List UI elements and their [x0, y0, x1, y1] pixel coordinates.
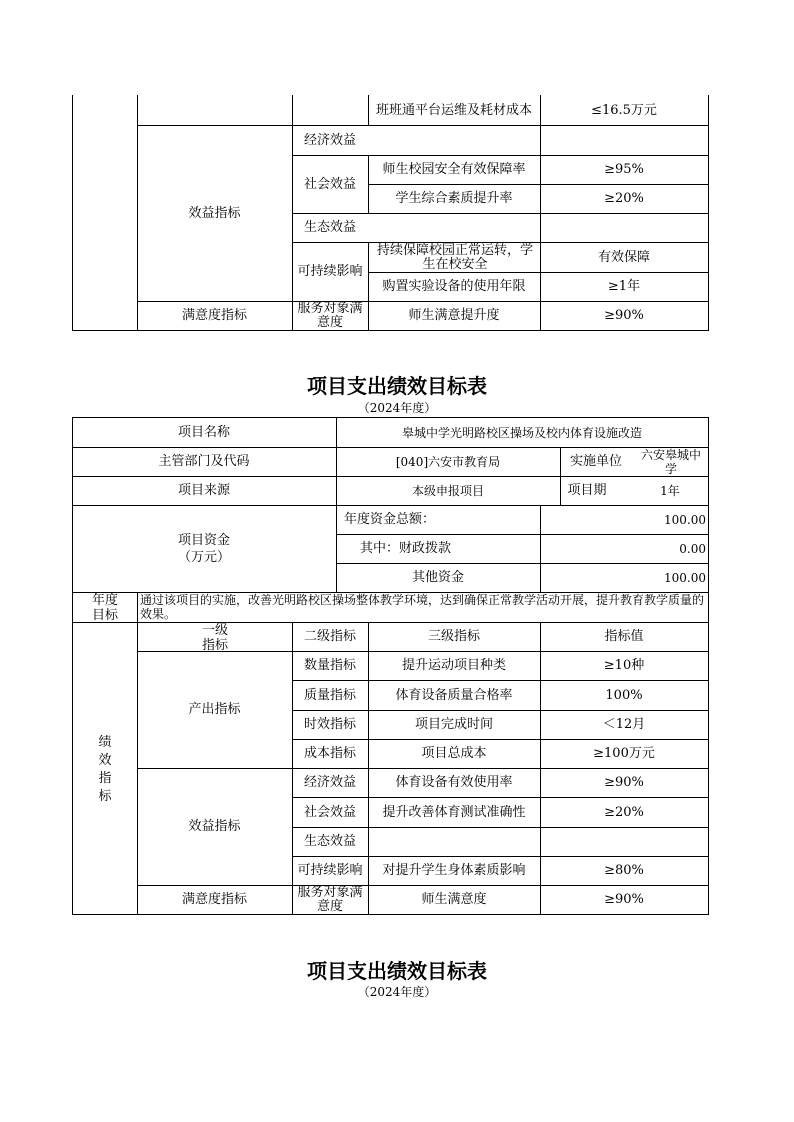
cell-sat-item: 师生满意提升度 [408, 308, 500, 323]
social-value: ≥20% [604, 804, 644, 820]
fund-fiscal-label: 其中：财政拨款 [360, 541, 452, 556]
source-label: 项目来源 [177, 483, 230, 498]
output-indicator: 产出指标 [188, 702, 241, 717]
sustainable-item: 对提升学生身体素质影响 [382, 863, 526, 878]
period-label: 项目期 [567, 483, 607, 498]
dept-label: 主管部门及代码 [158, 454, 250, 469]
goal-label: 年度目标 [91, 593, 118, 622]
benefit-indicator: 效益指标 [188, 819, 241, 834]
cost-indicator: 成本指标 [303, 746, 356, 761]
header-level2: 二级指标 [303, 629, 356, 644]
cell-sust-1-value: 有效保障 [597, 249, 650, 265]
fund-fiscal-value: 0.00 [679, 542, 706, 556]
satisfaction-value: ≥90% [604, 892, 644, 907]
quality-item: 体育设备质量合格率 [395, 687, 513, 703]
ecological-indicator: 生态效益 [303, 834, 356, 849]
quantity-value: ≥10种 [603, 658, 645, 673]
impl-value: 六安皋城中学 [640, 448, 701, 476]
page-title-2: 项目支出绩效目标表 [307, 959, 487, 983]
cell-cost-value: ≤16.5万元 [591, 102, 657, 118]
cell-sust-1: 持续保障校园正常运转，学生在校安全 [376, 243, 533, 272]
cell-sust-2: 购置实验设备的使用年限 [382, 279, 526, 294]
cell-benefit-indicator: 效益指标 [188, 205, 241, 221]
header-level3: 三级指标 [427, 629, 480, 644]
page-title: 项目支出绩效目标表 [307, 374, 487, 398]
time-indicator: 时效指标 [303, 717, 356, 732]
cell-social-1: 师生校园安全有效保障率 [382, 162, 526, 177]
cost-item: 项目总成本 [421, 746, 487, 761]
sustainable-value: ≥80% [604, 863, 644, 878]
fund-total-value: 100.00 [664, 513, 706, 527]
grid-line [72, 914, 709, 915]
cell-ecological: 生态效益 [303, 220, 356, 235]
fund-label: 项目资金 [177, 533, 230, 548]
service-object: 服务对象满意度 [297, 886, 363, 914]
period-value: 1年 [660, 484, 680, 498]
cost-value: ≥100万元 [593, 746, 655, 761]
cell-social-2: 学生综合素质提升率 [395, 191, 513, 206]
fund-total-label: 年度资金总额： [344, 512, 436, 527]
dept-value: [040]六安市教育局 [395, 455, 501, 469]
quantity-indicator: 数量指标 [303, 658, 356, 673]
project-name-label: 项目名称 [177, 424, 230, 440]
time-value: ＜12月 [602, 717, 646, 732]
quantity-item: 提升运动项目种类 [401, 658, 506, 673]
cell-service-object: 服务对象满意度 [297, 302, 363, 330]
quality-indicator: 质量指标 [303, 687, 356, 703]
cell-economic: 经济效益 [303, 132, 356, 148]
grid-line [708, 417, 709, 915]
quality-value: 100% [605, 687, 643, 703]
economic-value: ≥90% [604, 775, 644, 790]
sustainable-indicator: 可持续影响 [297, 863, 363, 878]
project-name-value: 皋城中学光明路校区操场及校内体育设施改造 [401, 425, 642, 440]
economic-item: 体育设备有效使用率 [395, 775, 513, 790]
year-subtitle: （2024年度） [357, 401, 437, 415]
fund-label-cell [72, 506, 336, 592]
cell-satisfaction: 满意度指标 [181, 308, 247, 323]
header-value: 指标值 [604, 629, 644, 644]
satisfaction-item: 师生满意度 [421, 892, 487, 907]
cell-sust-2-value: ≥1年 [607, 279, 641, 294]
grid-line [72, 330, 709, 331]
fund-other-label: 其他资金 [411, 570, 464, 585]
perf-indicator-label: 绩效指标 [98, 735, 112, 804]
fund-unit: （万元） [177, 550, 230, 565]
cell-social-1-value: ≥95% [604, 162, 644, 177]
cell-cost-item: 班班通平台运维及耗材成本 [375, 102, 532, 118]
goal-text: 通过该项目的实施，改善光明路校区操场整体教学环境，达到确保正常教学活动开展，提升教育教学质量的效果。 [140, 593, 705, 621]
social-indicator: 社会效益 [303, 804, 356, 820]
impl-label: 实施单位 [569, 454, 622, 469]
header-level1: 一级指标 [201, 623, 228, 651]
source-value: 本级申报项目 [411, 484, 484, 498]
cell-social-2-value: ≥20% [604, 191, 644, 206]
year-subtitle-2: （2024年度） [357, 985, 437, 999]
time-item: 项目完成时间 [414, 717, 493, 732]
fund-other-value: 100.00 [664, 571, 706, 585]
satisfaction-indicator: 满意度指标 [181, 892, 247, 907]
grid-line [72, 95, 73, 331]
social-item: 提升改善体育测试准确性 [382, 804, 526, 820]
cell-sustainable: 可持续影响 [297, 264, 363, 279]
economic-indicator: 经济效益 [303, 775, 356, 790]
cell-social: 社会效益 [303, 176, 356, 192]
cell-sat-value: ≥90% [604, 308, 644, 323]
